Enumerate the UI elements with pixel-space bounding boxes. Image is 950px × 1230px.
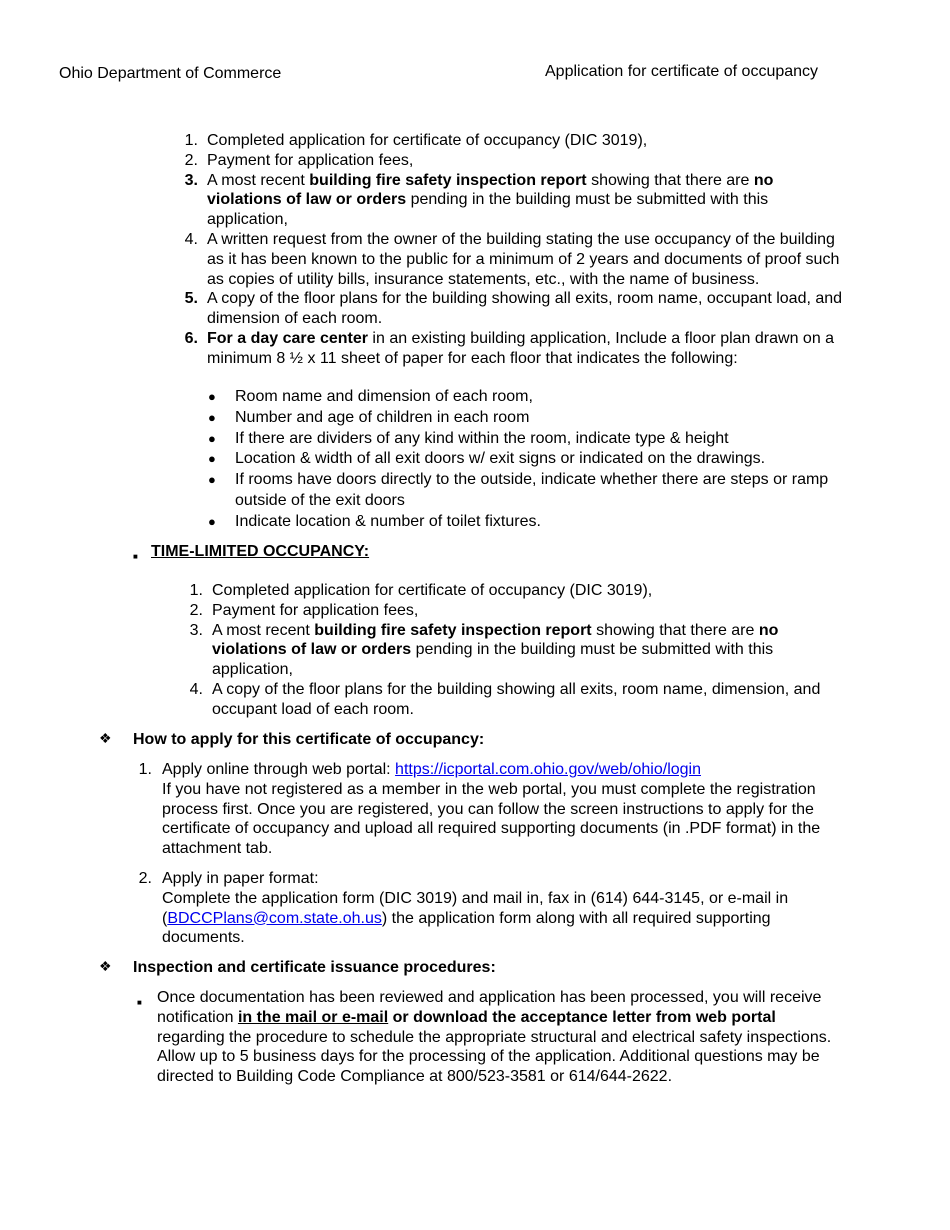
- time-limited-occupancy-heading: TIME-LIMITED OCCUPANCY:: [151, 543, 370, 560]
- list-item: 4. A copy of the floor plans for the building showing all exits, room name, dimension, and occupant load of each room.: [189, 680, 821, 718]
- list-item: 2. Payment for application fees,: [184, 151, 414, 169]
- portal-link[interactable]: https://icportal.com.ohio.gov/web/ohio/login: [395, 761, 701, 778]
- diamond-bullet-icon: ❖: [99, 730, 112, 746]
- bullet-item: ● If rooms have doors directly to the outside, indicate whether there are steps or ramp outside of the exit doors: [208, 471, 829, 509]
- list-item: 2. Payment for application fees,: [189, 601, 419, 619]
- requirements-list: [184, 131, 847, 369]
- header-department: Ohio Department of Commerce: [59, 65, 282, 82]
- bullet-item: ● Indicate location & number of toilet fixtures.: [208, 512, 541, 530]
- list-item: 1. Completed application for certificate of occupancy (DIC 3019),: [184, 132, 648, 149]
- bullet-item: ● Room name and dimension of each room,: [208, 388, 533, 405]
- how-to-apply-heading: How to apply for this certificate of occupancy:: [133, 731, 485, 748]
- square-bullet-icon: ■: [137, 998, 142, 1007]
- square-bullet-icon: ■: [133, 552, 138, 561]
- bullet-item: ● Number and age of children in each room: [208, 408, 530, 426]
- list-item: 3. A most recent building fire safety inspection report showing that there are no violations of law or orders pending in the building must be submitted with this application,: [184, 171, 774, 229]
- list-item: 5. A copy of the floor plans for the building showing all exits, room name, occupant load, and dimension of each room.: [184, 290, 843, 328]
- list-item: 3. A most recent building fire safety inspection report showing that there are no violations of law or orders pending in the building must be submitted with this application,: [189, 621, 779, 679]
- time-limited-list: [189, 581, 842, 720]
- apply-paper-item: 2. Apply in paper format: Complete the application form (DIC 3019) and mail in, fax in (614) 644-3145, or e-mail in (BDCCPlans@com.state.oh.us) the application form along with all required supporting documents.: [138, 870, 789, 947]
- list-item: 4. A written request from the owner of the building stating the use occupancy of the building as it has been known to the public for a minimum of 2 years and documents of proof such as copies of utility bills, insurance statements, etc., with the name of business.: [184, 230, 840, 288]
- diamond-bullet-icon: ❖: [99, 958, 112, 974]
- email-link[interactable]: BDCCPlans@com.state.oh.us: [167, 909, 382, 927]
- list-item: 6. For a day care center in an existing building application, Include a floor plan drawn on a minimum 8 ½ x 11 sheet of paper for each floor that indicates the following:: [184, 329, 835, 367]
- bullet-item: ● Location & width of all exit doors w/ exit signs or indicated on the drawings.: [208, 450, 766, 468]
- inspection-heading: Inspection and certificate issuance procedures:: [133, 959, 496, 976]
- bullet-item: ● If there are dividers of any kind within the room, indicate type & height: [208, 429, 729, 447]
- inspection-paragraph: Once documentation has been reviewed and application has been processed, you will receive notification in the mail or e-mail or download the acceptance letter from web portal regarding the procedure to schedule the appropriate structural and electrical safety inspections. Allow up to 5 business days for the processing of the application. Additional questions may be directed to Building Code Compliance at 800/523-3581 or 614/644-2622.: [157, 989, 832, 1086]
- apply-online-item: 1. Apply online through web portal: https://icportal.com.ohio.gov/web/ohio/login If you have not registered as a member in the web portal, you must complete the registration process first. Once you are registered, you can follow the screen instructions to apply for the certificate of occupancy and upload all required supporting documents (in .PDF format) in the attachment tab.: [138, 761, 821, 858]
- floor-plan-bullet-list: [208, 387, 835, 533]
- header-document-title: Application for certificate of occupancy: [545, 63, 819, 80]
- list-item: 1. Completed application for certificate of occupancy (DIC 3019),: [189, 582, 653, 599]
